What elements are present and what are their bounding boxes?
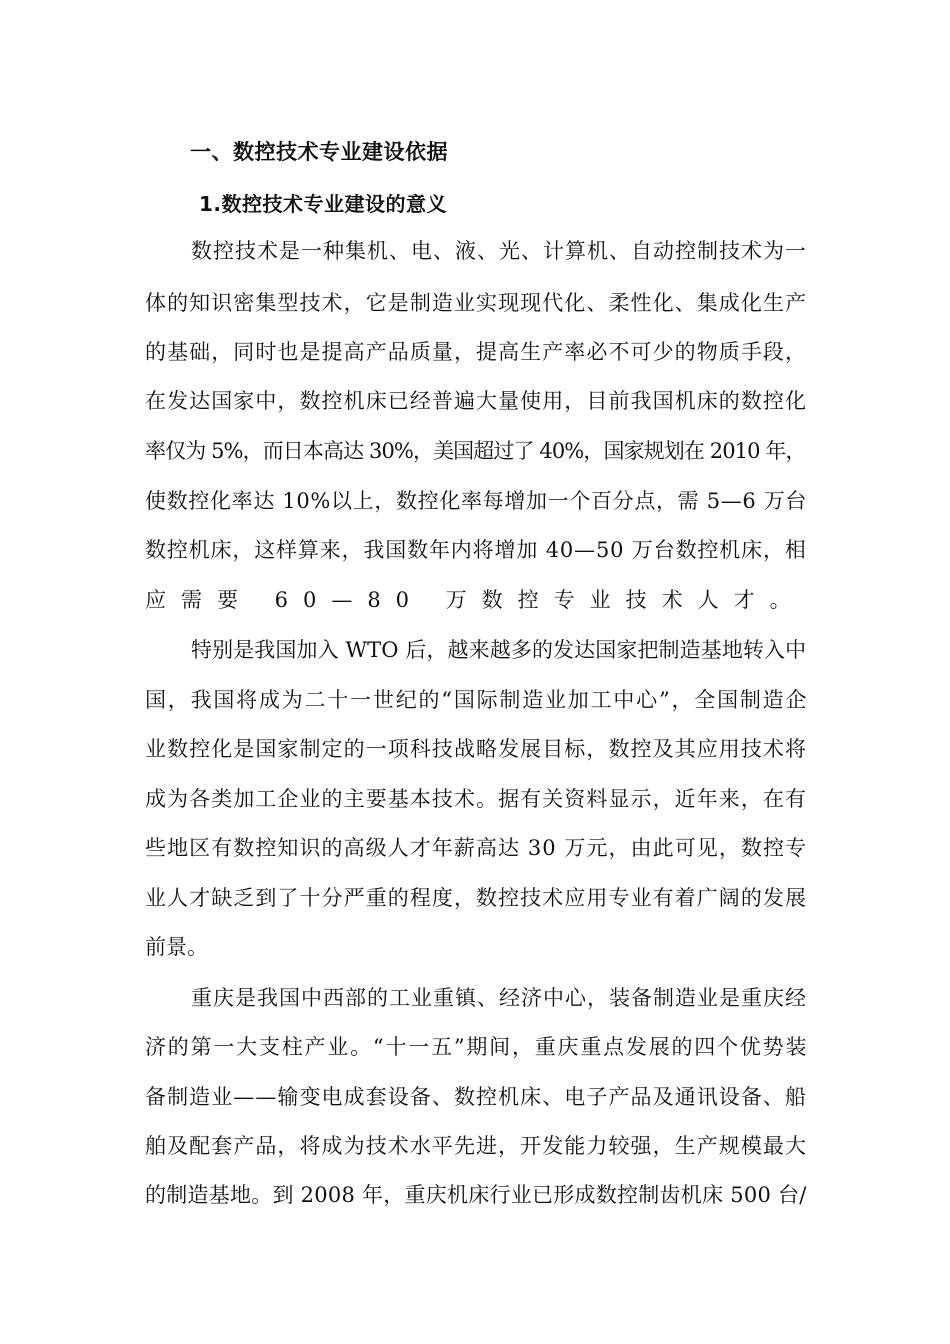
paragraph-2-line-2: 国，我国将成为二十一世纪的“国际制造业加工中心”，全国制造企 xyxy=(145,688,809,712)
paragraph-1-line-4: 在发达国家中，数控机床已经普遍大量使用，目前我国机床的数控化 xyxy=(145,389,808,413)
paragraph-2-line-4: 成为各类加工企业的主要基本技术。据有关资料显示，近年来，在有 xyxy=(145,787,808,811)
paragraph-3-line-4: 舶及配套产品，将成为技术水平先进，开发能力较强，生产规模最大 xyxy=(145,1134,808,1158)
paragraph-2-line-5: 些地区有数控知识的高级人才年薪高达 30 万元，由此可见，数控专 xyxy=(145,836,808,860)
paragraph-2-line-3: 业数控化是国家制定的一项科技战略发展目标，数控及其应用技术将 xyxy=(145,737,808,761)
paragraph-3-line-3: 备制造业——输变电成套设备、数控机床、电子产品及通讯设备、船 xyxy=(145,1085,808,1109)
paragraph-1-line-8: 应需要 60—80 万数控专业技术人才。 xyxy=(145,588,806,612)
paragraph-3-line-2: 济的第一大支柱产业。“十一五”期间，重庆重点发展的四个优势装 xyxy=(145,1035,809,1059)
section-heading: 一、数控技术专业建设依据 xyxy=(190,140,448,164)
paragraph-1-line-3: 的基础，同时也是提高产品质量，提高生产率必不可少的物质手段， xyxy=(145,340,808,364)
paragraph-1-line-1: 数控技术是一种集机、电、液、光、计算机、自动控制技术为一 xyxy=(191,239,807,263)
paragraph-1-line-6: 使数控化率达 10%以上，数控化率每增加一个百分点，需 5—6 万台 xyxy=(145,489,808,513)
paragraph-1-line-5: 率仅为 5%，而日本高达 30%，美国超过了 40%，国家规划在 2010 年， xyxy=(145,439,806,463)
paragraph-2-line-6: 业人才缺乏到了十分严重的程度，数控技术应用专业有着广阔的发展 xyxy=(145,886,808,910)
paragraph-1-line-2: 体的知识密集型技术，它是制造业实现现代化、柔性化、集成化生产 xyxy=(145,291,808,315)
subsection-heading: 1.数控技术专业建设的意义 xyxy=(199,192,448,216)
paragraph-1-line-7: 数控机床，这样算来，我国数年内将增加 40—50 万台数控机床，相 xyxy=(145,538,807,562)
paragraph-3-line-5: 的制造基地。到 2008 年，重庆机床行业已形成数控制齿机床 500 台/ xyxy=(145,1183,807,1207)
paragraph-2-line-1: 特别是我国加入 WTO 后，越来越多的发达国家把制造基地转入中 xyxy=(191,638,807,662)
paragraph-2-line-7: 前景。 xyxy=(145,935,208,959)
paragraph-3-line-1: 重庆是我国中西部的工业重镇、经济中心，装备制造业是重庆经 xyxy=(191,986,807,1010)
